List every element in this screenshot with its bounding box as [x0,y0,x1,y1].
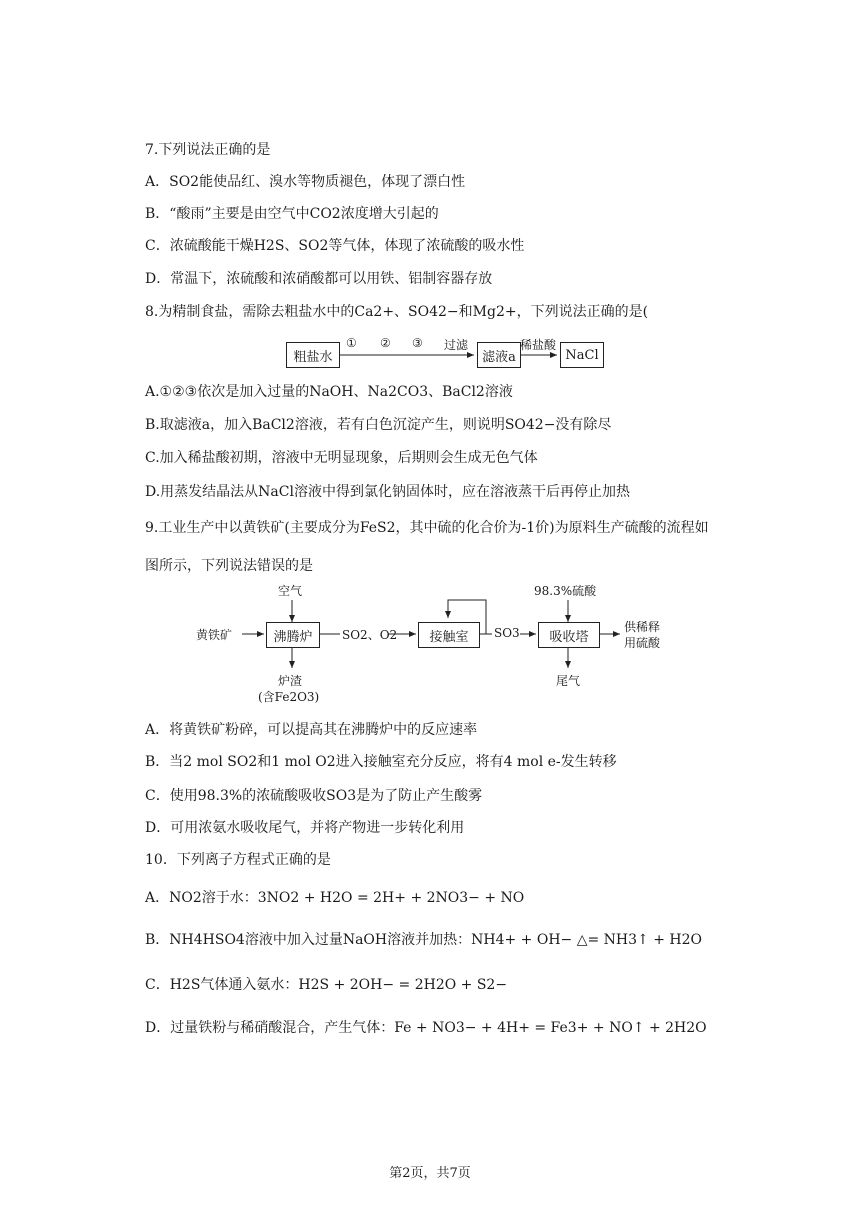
step-2-label: ② [380,336,391,350]
q7-option-b: B．“酸雨”主要是由空气中CO2浓度增大引起的 [145,206,439,222]
q8-option-b: B.取滤液a，加入BaCl2溶液，若有白色沉淀产生，则说明SO42−没有除尽 [145,417,612,433]
slag-note-label: (含Fe2O3) [258,690,320,704]
q7-option-a: A．SO2能使品红、溴水等物质褪色，体现了漂白性 [145,174,466,190]
ore-label: 黄铁矿 [196,628,233,642]
output-label-2: 用硫酸 [624,636,661,650]
q9-stem-line1: 9.工业生产中以黄铁矿(主要成分为FeS2，其中硫的化合价为-1价)为原料生产硫酸的流程如 [145,520,709,536]
output-label-1: 供稀释 [624,620,661,634]
acid-983-label: 98.3%硫酸 [534,584,597,598]
q10-option-d: D．过量铁粉与稀硝酸混合，产生气体：Fe + NO3− + 4H+ = Fe3+ + NO↑ + 2H2O [145,1020,707,1036]
q7-option-c: C．浓硫酸能干燥H2S、SO2等气体，体现了浓硫酸的吸水性 [145,238,525,254]
step-3-label: ③ [412,336,423,350]
box-absorption-tower: 吸收塔 [538,622,600,648]
q10-stem: 10．下列离子方程式正确的是 [145,852,331,868]
box-crude-brine: 粗盐水 [286,342,340,368]
box-nacl: NaCl [560,342,604,368]
sulfuric-acid-process-flowchart [190,582,710,706]
salt-purification-flowchart [272,338,642,370]
acid-label: 稀盐酸 [520,338,557,352]
q9-stem-line2: 图所示，下列说法错误的是 [145,558,313,574]
q10-option-a: A．NO2溶于水：3NO2 + H2O = 2H+ + 2NO3− + NO [145,890,525,906]
air-label: 空气 [278,584,303,598]
gas-so3-label: SO3 [494,626,520,640]
tail-gas-label: 尾气 [556,674,581,688]
q10-option-c: C．H2S气体通入氨水：H2S + 2OH− = 2H2O + S2− [145,977,508,993]
q8-stem: 8.为精制食盐，需除去粗盐水中的Ca2+、SO42−和Mg2+，下列说法正确的是( [145,304,649,320]
q8-option-a: A.①②③依次是加入过量的NaOH、Na2CO3、BaCl2溶液 [145,384,513,400]
q8-option-c: C.加入稀盐酸初期，溶液中无明显现象，后期则会生成无色气体 [145,450,538,466]
q9-option-c: C．使用98.3%的浓硫酸吸收SO3是为了防止产生酸雾 [145,788,483,804]
q7-stem: 7.下列说法正确的是 [145,142,271,158]
q7-option-d: D．常温下，浓硫酸和浓硝酸都可以用铁、铝制容器存放 [145,271,493,287]
gas-so2-o2-label: SO2、O2 [342,628,398,642]
q10-option-b: B．NH4HSO4溶液中加入过量NaOH溶液并加热：NH4+ + OH− △= NH3↑ + H2O [145,932,702,948]
box-contact-chamber: 接触室 [418,622,480,648]
q9-option-a: A．将黄铁矿粉碎，可以提高其在沸腾炉中的反应速率 [145,722,478,738]
slag-label: 炉渣 [278,674,303,688]
q9-option-d: D．可用浓氨水吸收尾气，并将产物进一步转化利用 [145,820,465,836]
q8-option-d: D.用蒸发结晶法从NaCl溶液中得到氯化钠固体时，应在溶液蒸干后再停止加热 [145,484,630,500]
box-boiling-furnace: 沸腾炉 [266,622,320,648]
filter-label: 过滤 [444,338,469,352]
page-number-footer: 第2页，共7页 [389,1166,471,1181]
box-filtrate-a: 滤液a [477,342,521,368]
step-1-label: ① [346,336,357,350]
q9-option-b: B．当2 mol SO2和1 mol O2进入接触室充分反应，将有4 mol e-发生转移 [145,754,617,770]
